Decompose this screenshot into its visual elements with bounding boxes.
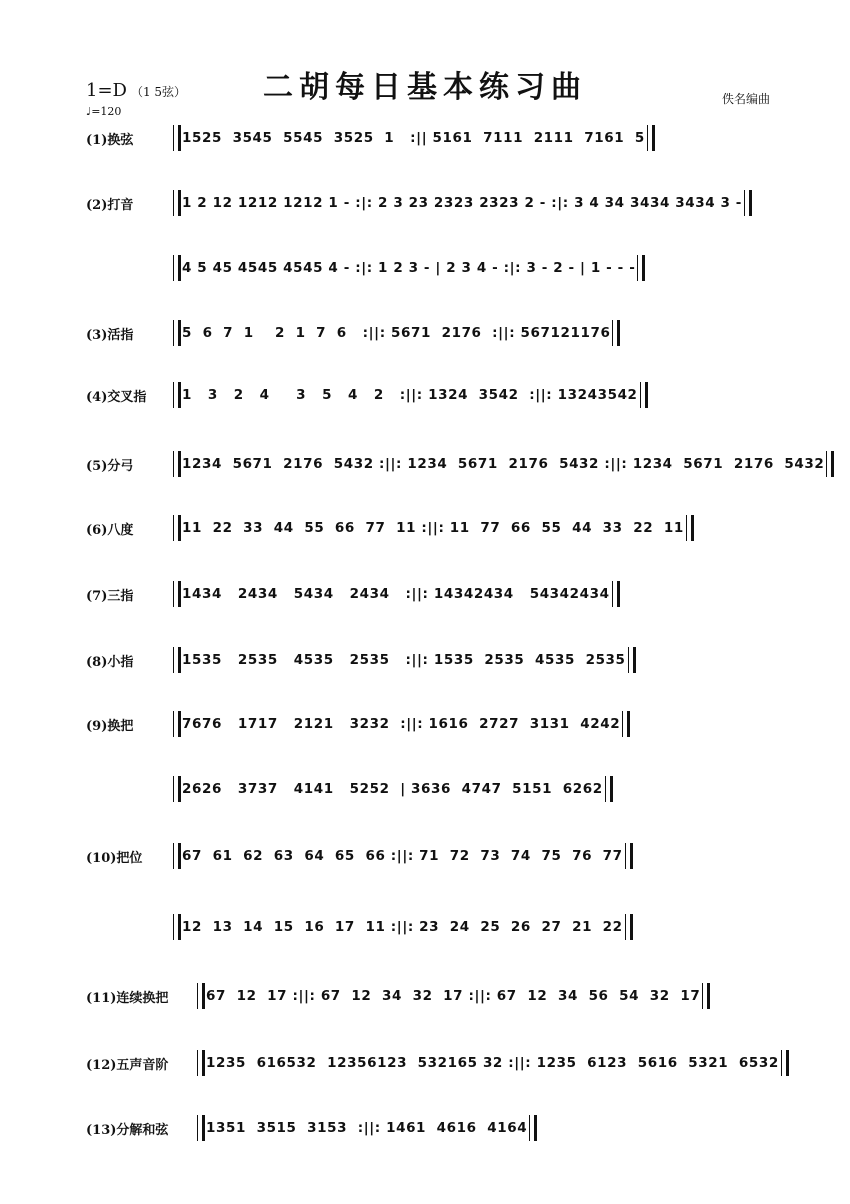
score-line: 1525 3545 5545 3525 1 :|| 5161 7111 2111 7161 5 [182, 123, 645, 153]
score-line: 7676 1717 2121 3232 :||: 1616 2727 3131 4242 [182, 709, 620, 739]
score-line: 1235 616532 12356123 532165 32 :||: 1235 6123 5616 5321 6532 [206, 1048, 779, 1078]
exercise-label: (12)五声音阶 [86, 1058, 169, 1073]
score-line: 11 22 33 44 55 66 77 11 :||: 11 77 66 55 44 33 22 11 [182, 513, 684, 543]
exercise-row [86, 1048, 779, 1078]
exercise-label: (13)分解和弦 [86, 1123, 169, 1138]
score-line: 1 2 12 1212 1212 1 - :|: 2 3 23 2323 2323 2 - :|: 3 4 34 3434 3434 3 - [182, 188, 742, 218]
exercise-row [86, 380, 766, 410]
exercise-label: (9)换把 [86, 719, 134, 734]
score-line: 2626 3737 4141 5252 | 3636 4747 5151 6262 [182, 774, 603, 804]
tuning: （1 5弦） [130, 85, 187, 99]
page-title: 二胡每日基本练习曲 [263, 70, 587, 105]
exercise-row [86, 1113, 766, 1143]
score-line: 67 61 62 63 64 65 66 :||: 71 72 73 74 75 76 77 [182, 841, 623, 871]
exercise-label: (1)换弦 [86, 133, 134, 148]
exercise-row [86, 841, 766, 871]
exercise-row [86, 188, 766, 218]
exercise-row [86, 912, 766, 942]
exercise-row [86, 579, 766, 609]
tempo-marking: ♩=120 [86, 105, 122, 118]
exercise-label: (8)小指 [86, 655, 134, 670]
score-line: 4 5 45 4545 4545 4 - :|: 1 2 3 - | 2 3 4 - :|: 3 - 2 - | 1 - - - [182, 253, 635, 283]
score-line: 1351 3515 3153 :||: 1461 4616 4164 [206, 1113, 527, 1143]
score-line: 1434 2434 5434 2434 :||: 14342434 54342434 [182, 579, 610, 609]
key-signature: 1=D （1 5弦） [86, 80, 187, 101]
exercise-row [86, 449, 825, 479]
exercise-label: (4)交叉指 [86, 390, 147, 405]
exercise-label: (7)三指 [86, 589, 134, 604]
score-line: 5 6 7 1 2 1 7 6 :||: 5671 2176 :||: 567121176 [182, 318, 610, 348]
exercise-label: (10)把位 [86, 851, 143, 866]
exercise-label: (11)连续换把 [86, 991, 169, 1006]
exercise-row [86, 645, 766, 675]
composer: 佚名编曲 [721, 92, 770, 106]
exercise-row [86, 318, 766, 348]
exercise-label: (5)分弓 [86, 459, 134, 474]
exercise-row [86, 253, 766, 283]
score-line: 1234 5671 2176 5432 :||: 1234 5671 2176 5432 :||: 1234 5671 2176 5432 [182, 449, 824, 479]
score-line: 1535 2535 4535 2535 :||: 1535 2535 4535 2535 [182, 645, 626, 675]
exercise-label: (6)八度 [86, 523, 134, 538]
exercise-row [86, 123, 766, 153]
exercise-row [86, 774, 766, 804]
exercise-row [86, 981, 766, 1011]
exercise-label: (2)打音 [86, 198, 134, 213]
score-line: 67 12 17 :||: 67 12 34 32 17 :||: 67 12 34 56 54 32 17 [206, 981, 700, 1011]
exercise-label: (3)活指 [86, 328, 134, 343]
score-line: 1 3 2 4 3 5 4 2 :||: 1324 3542 :||: 13243542 [182, 380, 638, 410]
score-line: 12 13 14 15 16 17 11 :||: 23 24 25 26 27 21 22 [182, 912, 623, 942]
exercise-row [86, 513, 766, 543]
exercise-row [86, 709, 766, 739]
